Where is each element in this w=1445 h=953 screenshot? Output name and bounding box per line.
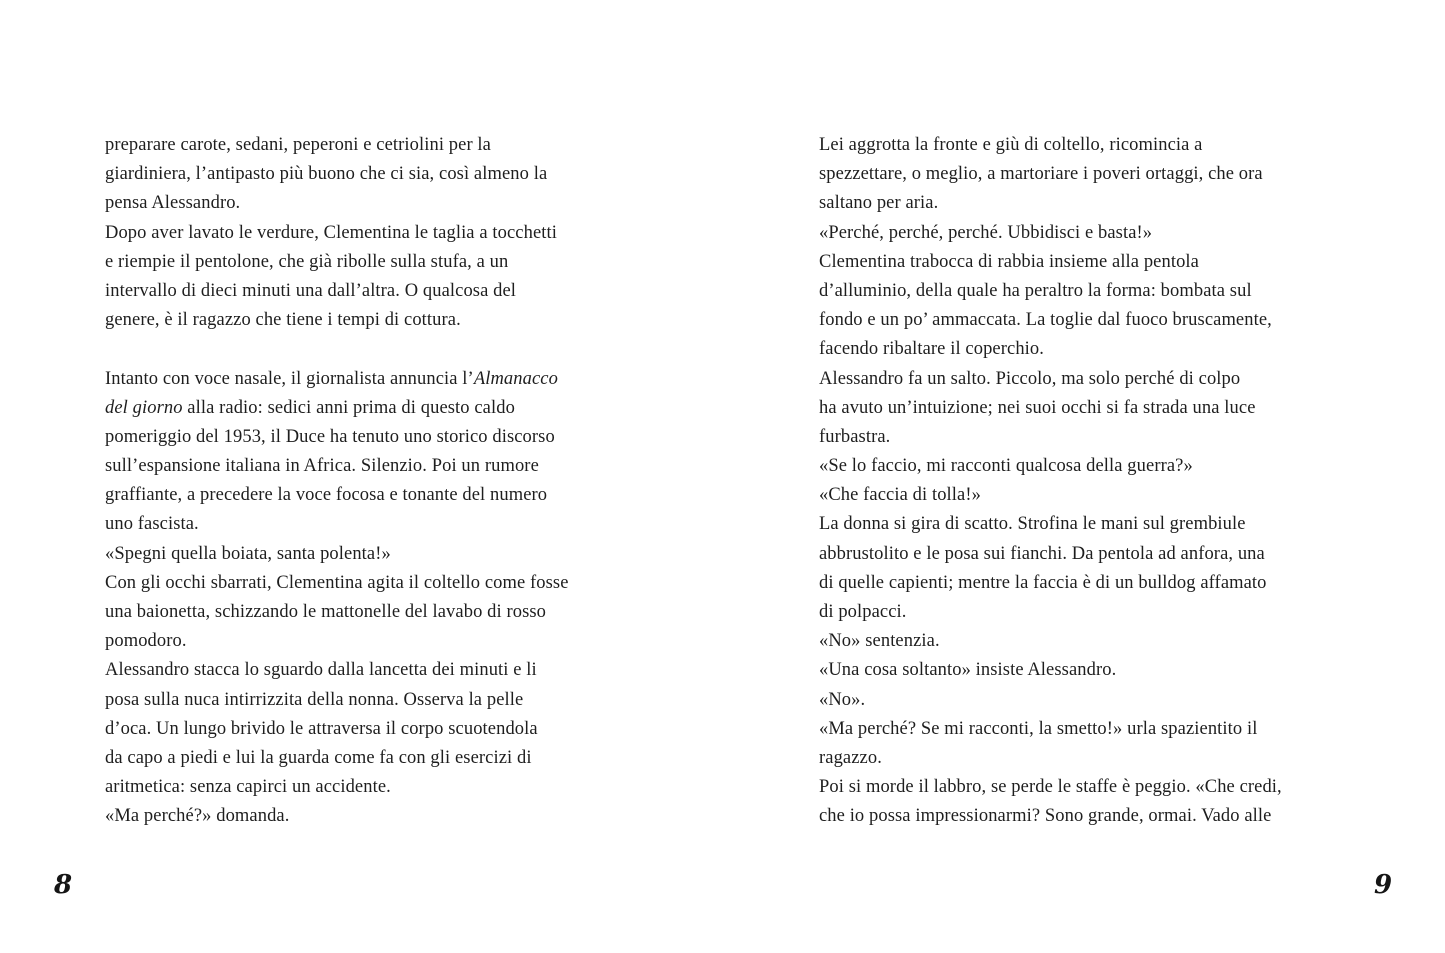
page-left-text: [105, 131, 685, 832]
text-segment: furbastra.: [819, 426, 891, 447]
text-segment: pomodoro.: [105, 631, 187, 652]
text-line: [819, 598, 1399, 627]
italic-text-segment: del giorno: [105, 397, 183, 418]
text-line: [819, 540, 1399, 569]
text-segment: fondo e un po’ ammaccata. La toglie dal fuoco bruscamente,: [819, 310, 1272, 331]
text-line: [819, 569, 1399, 598]
page-number-left: 8: [54, 870, 73, 900]
text-line: [819, 277, 1399, 306]
page-number-right: 9: [1374, 870, 1393, 900]
text-segment: Con gli occhi sbarrati, Clementina agita il coltello come fosse: [105, 572, 569, 593]
text-segment: «Spegni quella boiata, santa polenta!»: [105, 543, 391, 564]
text-segment: che io possa impressionarmi? Sono grande, ormai. Vado alle: [819, 806, 1272, 827]
text-segment: La donna si gira di scatto. Strofina le mani sul grembiule: [819, 514, 1246, 535]
text-segment: saltano per aria.: [819, 193, 939, 214]
text-line: [819, 481, 1399, 510]
text-line: [819, 510, 1399, 539]
text-line: [819, 219, 1399, 248]
text-segment: giardiniera, l’antipasto più buono che ci sia, così almeno la: [105, 164, 548, 185]
text-line: [105, 481, 685, 510]
text-line: [819, 160, 1399, 189]
page-left: [0, 0, 722, 953]
text-segment: Lei aggrotta la fronte e giù di coltello, ricomincia a: [819, 135, 1203, 155]
text-line: [819, 248, 1399, 277]
text-segment: facendo ribaltare il coperchio.: [819, 339, 1044, 360]
text-line: [105, 394, 685, 423]
text-segment: uno fascista.: [105, 514, 199, 535]
text-line: [819, 306, 1399, 335]
text-line: [105, 189, 685, 218]
text-segment: aritmetica: senza capirci un accidente.: [105, 777, 391, 798]
text-segment: «No» sentenzia.: [819, 631, 940, 652]
text-line: [105, 686, 685, 715]
text-segment: di quelle capienti; mentre la faccia è di un bulldog affamato: [819, 572, 1267, 593]
text-line: [819, 394, 1399, 423]
text-segment: graffiante, a precedere la voce focosa e tonante del numero: [105, 485, 548, 506]
text-segment: «Ma perché?» domanda.: [105, 806, 290, 827]
text-line: [819, 365, 1399, 394]
text-line: [819, 773, 1399, 802]
text-line: [819, 627, 1399, 656]
text-line: [819, 686, 1399, 715]
text-line: [105, 335, 685, 364]
text-line: [819, 131, 1399, 160]
text-line: [819, 715, 1399, 744]
text-line: [105, 277, 685, 306]
text-line: [105, 510, 685, 539]
text-segment: genere, è il ragazzo che tiene i tempi di cottura.: [105, 310, 461, 331]
text-segment: Dopo aver lavato le verdure, Clementina le taglia a tocchetti: [105, 222, 557, 243]
text-segment: intervallo di dieci minuti una dall’altra. O qualcosa del: [105, 280, 517, 301]
text-segment: preparare carote, sedani, peperoni e cetriolini per la: [105, 135, 491, 155]
italic-text-segment: Almanacco: [473, 368, 558, 389]
text-line: [105, 452, 685, 481]
text-segment: pomeriggio del 1953, il Duce ha tenuto uno storico discorso: [105, 426, 555, 447]
text-line: [105, 540, 685, 569]
text-line: [105, 802, 685, 831]
text-segment: d’alluminio, della quale ha peraltro la forma: bombata sul: [819, 280, 1252, 301]
text-line: [105, 248, 685, 277]
text-segment: spezzettare, o meglio, a martoriare i poveri ortaggi, che ora: [819, 164, 1263, 185]
text-segment: Clementina trabocca di rabbia insieme alla pentola: [819, 251, 1199, 272]
text-segment: «Perché, perché, perché. Ubbidisci e basta!»: [819, 222, 1153, 243]
text-line: [105, 423, 685, 452]
text-segment: «No».: [819, 689, 866, 710]
text-line: [105, 773, 685, 802]
text-segment: Poi si morde il labbro, se perde le staffe è peggio. «Che credi,: [819, 777, 1282, 798]
text-line: [105, 627, 685, 656]
text-segment: Intanto con voce nasale, il giornalista annuncia l’: [105, 368, 474, 389]
text-segment: Alessandro fa un salto. Piccolo, ma solo perché di colpo: [819, 368, 1241, 389]
text-segment: «Che faccia di tolla!»: [819, 485, 981, 506]
text-line: [105, 365, 685, 394]
text-line: [819, 802, 1399, 831]
text-segment: «Ma perché? Se mi racconti, la smetto!» urla spazientito il: [819, 718, 1258, 739]
text-segment: «Se lo faccio, mi racconti qualcosa della guerra?»: [819, 456, 1193, 477]
text-segment: posa sulla nuca intirrizzita della nonna. Osserva la pelle: [105, 689, 524, 710]
text-line: [819, 423, 1399, 452]
text-segment: abbrustolito e le posa sui fianchi. Da pentola ad anfora, una: [819, 543, 1265, 564]
text-line: [105, 656, 685, 685]
text-line: [105, 160, 685, 189]
text-segment: ragazzo.: [819, 747, 882, 768]
text-line: [105, 219, 685, 248]
text-segment: d’oca. Un lungo brivido le attraversa il corpo scuotendola: [105, 718, 538, 739]
page-right-text: [819, 131, 1399, 832]
text-segment: una baionetta, schizzando le mattonelle del lavabo di rosso: [105, 602, 547, 622]
text-segment: sull’espansione italiana in Africa. Silenzio. Poi un rumore: [105, 456, 539, 477]
text-line: [105, 131, 685, 160]
text-line: [819, 335, 1399, 364]
text-segment: Alessandro stacca lo sguardo dalla lancetta dei minuti e li: [105, 660, 537, 681]
text-line: [819, 744, 1399, 773]
text-segment: pensa Alessandro.: [105, 193, 241, 214]
text-segment: da capo a piedi e lui la guarda come fa con gli esercizi di: [105, 747, 532, 768]
text-line: [105, 598, 685, 627]
page-right: [722, 0, 1445, 953]
text-line: [819, 452, 1399, 481]
text-line: [819, 656, 1399, 685]
text-line: [105, 306, 685, 335]
text-segment: «Una cosa soltanto» insiste Alessandro.: [819, 660, 1117, 681]
text-segment: ha avuto un’intuizione; nei suoi occhi si fa strada una luce: [819, 397, 1256, 418]
text-line: [819, 189, 1399, 218]
text-line: [105, 569, 685, 598]
text-segment: alla radio: sedici anni prima di questo caldo: [182, 397, 515, 418]
text-line: [105, 744, 685, 773]
text-line: [105, 715, 685, 744]
text-segment: e riempie il pentolone, che già ribolle sulla stufa, a un: [105, 251, 509, 272]
text-segment: di polpacci.: [819, 602, 907, 622]
